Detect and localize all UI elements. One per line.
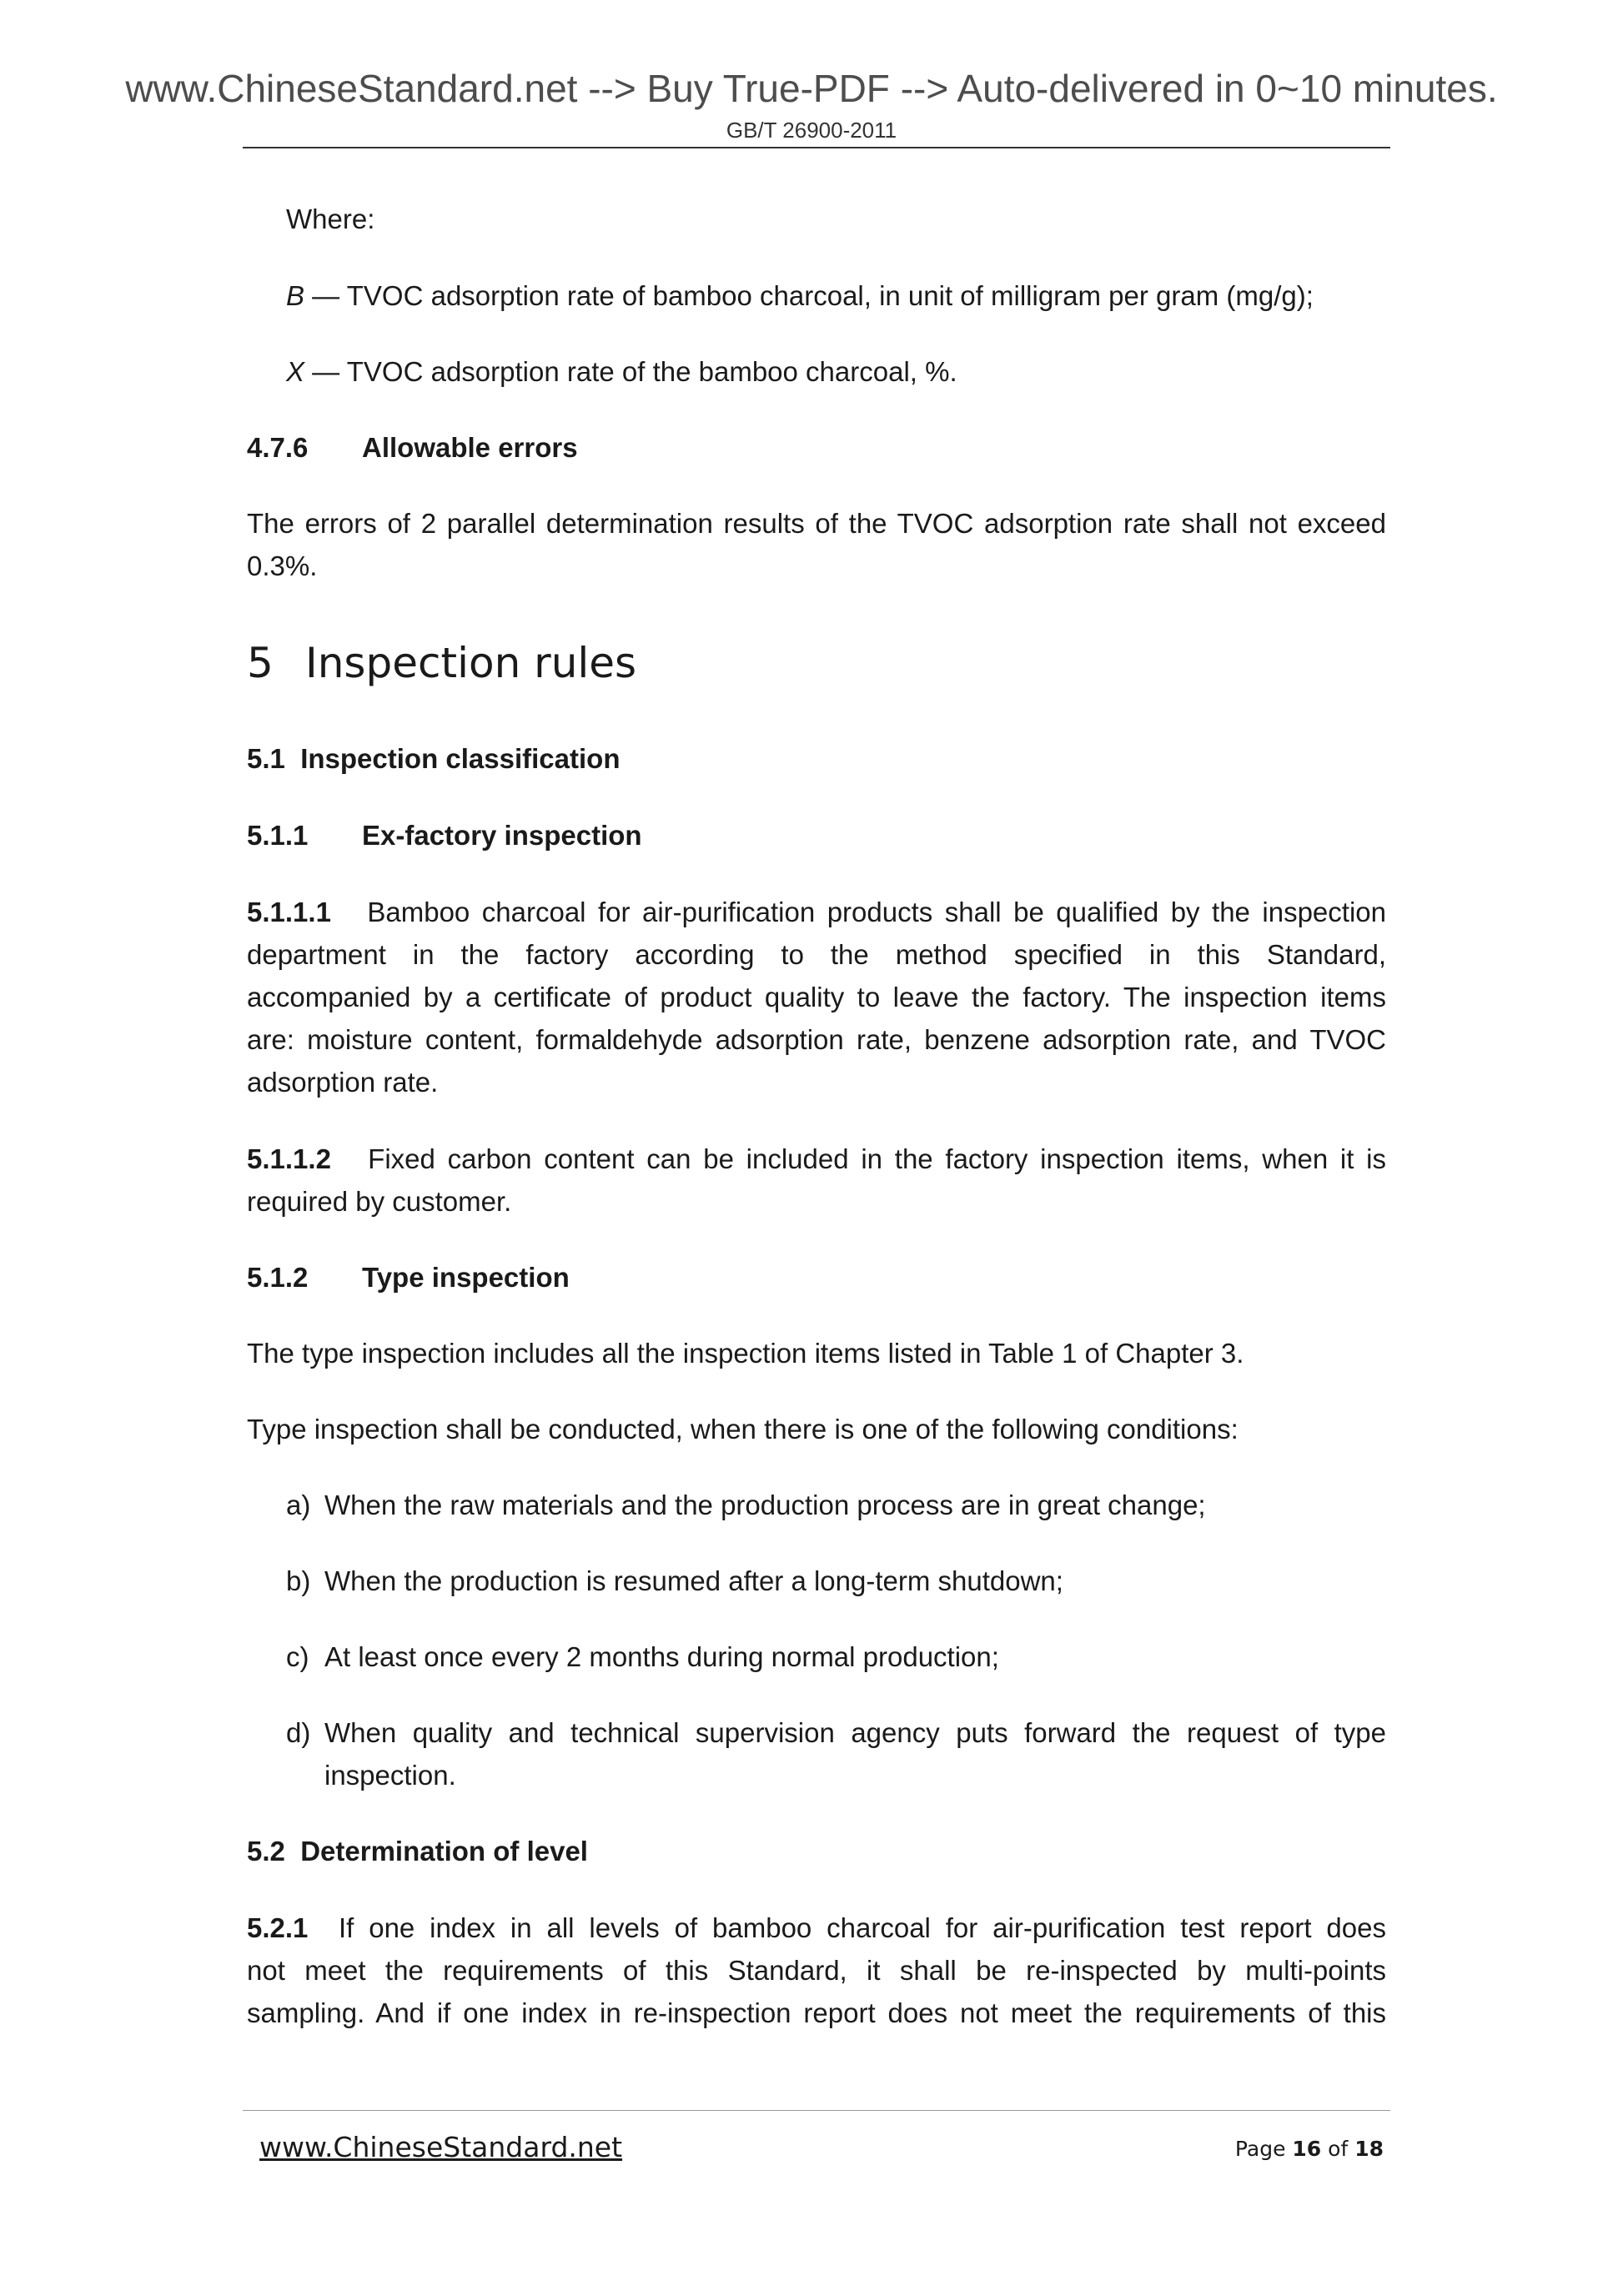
- paragraph-line: The type inspection includes all the inspection items listed in Table 1 of Chapter 3.: [247, 1338, 1244, 1369]
- chapter-number: 5: [247, 639, 274, 687]
- paragraph-line: sampling. And if one index in re-inspection report does not meet the requirements of this: [247, 1997, 1386, 2028]
- clause-number: 5.2.1: [247, 1912, 309, 1943]
- list-marker: c): [286, 1641, 309, 1672]
- list-marker: d): [286, 1717, 311, 1748]
- section-number: 4.7.6: [247, 432, 309, 463]
- section-5-1-heading: [247, 742, 621, 776]
- section-title: Type inspection: [362, 1262, 570, 1293]
- section-number: 5.2: [247, 1836, 285, 1866]
- header-divider: [243, 147, 1390, 148]
- paragraph-line: adsorption rate.: [247, 1067, 439, 1098]
- section-number: 5.1: [247, 743, 285, 774]
- list-marker: b): [286, 1565, 311, 1596]
- section-number: 5.1.2: [247, 1262, 309, 1293]
- section-title: Allowable errors: [362, 432, 578, 463]
- section-number: 5.1.1: [247, 820, 309, 851]
- definition-x-text: — TVOC adsorption rate of the bamboo charcoal, %.: [304, 356, 957, 387]
- list-marker: a): [286, 1490, 311, 1520]
- paragraph-line: [247, 1143, 1386, 1176]
- footer-divider: [243, 2110, 1390, 2111]
- symbol-b: B: [286, 280, 305, 311]
- list-item: [286, 1565, 1063, 1598]
- definition-b: [286, 279, 1314, 313]
- page-total: 18: [1354, 2137, 1384, 2161]
- section-5-2-heading: [247, 1835, 588, 1868]
- header-banner-link[interactable]: www.ChineseStandard.net --> Buy True-PDF --> Auto-delivered in 0~10 minutes.: [125, 67, 1498, 110]
- list-item-text: At least once every 2 months during normal production;: [324, 1641, 999, 1672]
- section-title: Ex-factory inspection: [362, 820, 642, 851]
- paragraph-line: 0.3%.: [247, 550, 318, 581]
- paragraph-line: required by customer.: [247, 1186, 512, 1217]
- page-of: of: [1321, 2137, 1355, 2161]
- page-prefix: Page: [1234, 2137, 1293, 2161]
- clause-text: If one index in all levels of bamboo charcoal for air-purification test report does: [339, 1912, 1386, 1943]
- paragraph-line: [247, 896, 1386, 929]
- where-label: Where:: [286, 203, 375, 234]
- chapter-5-heading: [247, 638, 636, 688]
- clause-text: Fixed carbon content can be included in the factory inspection items, when it is: [368, 1143, 1386, 1174]
- section-title: Determination of level: [300, 1836, 588, 1866]
- list-item-continuation: inspection.: [324, 1760, 456, 1791]
- paragraph-line: not meet the requirements of this Standard, it shall be re-inspected by multi-points: [247, 1955, 1386, 1986]
- definition-b-text: — TVOC adsorption rate of bamboo charcoal, in unit of milligram per gram (mg/g);: [304, 280, 1314, 311]
- paragraph-line: The errors of 2 parallel determination results of the TVOC adsorption rate shall not exceed: [247, 508, 1386, 539]
- list-item-text: When the production is resumed after a long-term shutdown;: [324, 1565, 1063, 1596]
- section-5-1-2-heading: [247, 1261, 570, 1294]
- paragraph-line: are: moisture content, formaldehyde adsorption rate, benzene adsorption rate, and TVOC: [247, 1024, 1386, 1055]
- paragraph-line: department in the factory according to the method specified in this Standard,: [247, 939, 1386, 970]
- page-indicator: [1235, 2137, 1384, 2161]
- paragraph-line: Type inspection shall be conducted, when there is one of the following conditions:: [247, 1414, 1239, 1444]
- section-5-1-1-heading: [247, 819, 642, 852]
- paragraph-line: accompanied by a certificate of product quality to leave the factory. The inspection items: [247, 982, 1386, 1012]
- section-4-7-6-heading: [247, 431, 578, 465]
- definition-x: [286, 355, 957, 389]
- list-item-text: When quality and technical supervision agency puts forward the request of type: [324, 1717, 1386, 1748]
- page-current: 16: [1292, 2137, 1322, 2161]
- clause-number: 5.1.1.1: [247, 897, 331, 927]
- paragraph-line: [247, 1912, 1386, 1945]
- chapter-title: Inspection rules: [305, 639, 637, 687]
- clause-number: 5.1.1.2: [247, 1143, 331, 1174]
- list-item: [286, 1640, 999, 1674]
- list-item-text: When the raw materials and the production process are in great change;: [324, 1490, 1206, 1520]
- list-item: [286, 1489, 1206, 1522]
- standard-number: GB/T 26900-2011: [726, 118, 897, 143]
- footer-website-link[interactable]: www.ChineseStandard.net: [259, 2131, 623, 2163]
- clause-text: Bamboo charcoal for air-purification products shall be qualified by the inspection: [367, 897, 1386, 927]
- section-title: Inspection classification: [300, 743, 621, 774]
- symbol-x: X: [286, 356, 305, 387]
- list-item: [286, 1716, 1386, 1750]
